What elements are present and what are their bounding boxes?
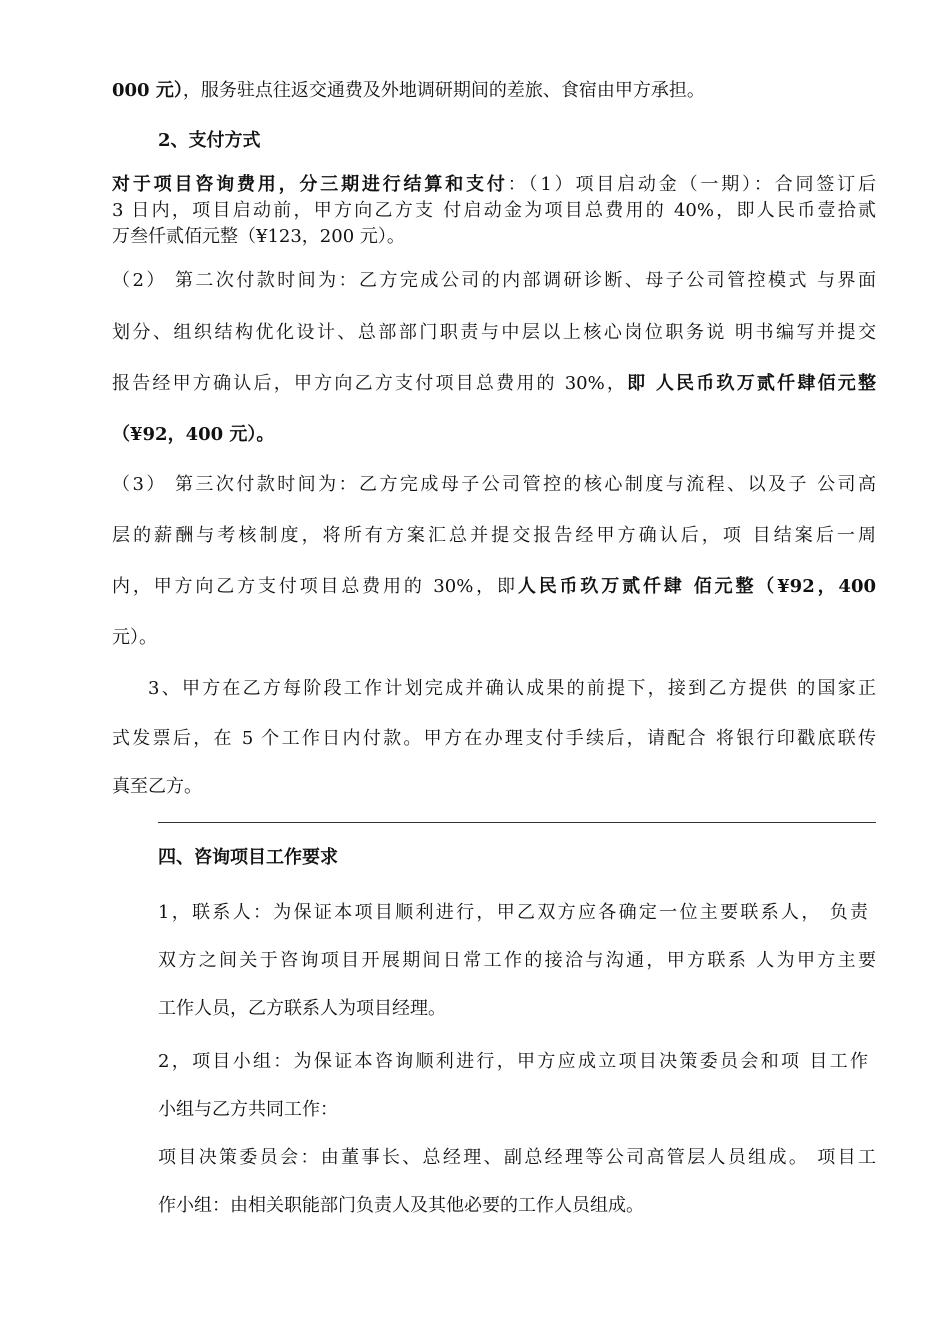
second-payment-line-2: 划分、组织结构优化设计、总部部门职责与中层以上核心岗位职务说 明书编写并提交 [112, 322, 876, 343]
payment-intro-line-2: 3 日内，项目启动前，甲方向乙方支 付启动金为项目总费用的 40%，即人民币壹拾贰 [112, 200, 876, 221]
project-team-line-1: 2，项目小组：为保证本咨询顺利进行，甲方应成立项目决策委员会和项 目工作 [158, 1051, 868, 1072]
second-payment-line-4: （¥92，400 元）。 [112, 424, 275, 445]
invoice-payment-line-3: 真至乙方。 [112, 776, 202, 797]
payment-intro-line-1 [112, 172, 876, 198]
second-payment-text: 报告经甲方确认后，甲方向乙方支付项目总费用的 30%， [112, 373, 628, 394]
second-payment-line-1: （2） 第二次付款时间为：乙方完成公司的内部调研诊断、母子公司管控模式 与界面 [112, 270, 876, 291]
third-payment-line-1: （3） 第三次付款时间为：乙方完成母子公司管控的核心制度与流程、以及子 公司高 [112, 474, 876, 495]
contact-person-line-3: 工作人员，乙方联系人为项目经理。 [158, 998, 446, 1019]
second-payment-line-3 [112, 371, 876, 397]
contact-person-line-1: 1，联系人：为保证本项目顺利进行，甲乙双方应各确定一位主要联系人， 负责 [158, 902, 868, 923]
project-team-line-2: 小组与乙方共同工作： [158, 1099, 338, 1120]
payment-intro-bold: 对于项目咨询费用，分三期进行结算和支付 [112, 174, 508, 195]
third-payment-amount-bold: 人民币玖万贰仟肆 佰元整（¥92，400 [517, 576, 876, 597]
third-payment-line-2: 层的薪酬与考核制度，将所有方案汇总并提交报告经甲方确认后，项 目结案后一周 [112, 525, 876, 546]
third-payment-line-3 [112, 574, 876, 600]
fee-travel-text: ，服务驻点往返交通费及外地调研期间的差旅、食宿由甲方承担。 [182, 80, 705, 101]
third-payment-text: 内，甲方向乙方支付项目总费用的 30%，即 [112, 576, 518, 597]
section-divider [158, 822, 876, 823]
fee-amount-bold: 000 元） [112, 80, 183, 101]
payment-intro-line-3: 万叁仟贰佰元整（¥123，200 元）。 [112, 226, 405, 247]
invoice-payment-line-2: 式发票后，在 5 个工作日内付款。甲方在办理支付手续后，请配合 将银行印戳底联传 [112, 728, 876, 749]
section4-heading: 四、咨询项目工作要求 [158, 847, 338, 868]
fee-continuation-line [112, 78, 876, 104]
second-payment-amount-bold: 即 人民币玖万贰仟肆佰元整 [627, 373, 877, 394]
payment-intro-rest: ：（1）项目启动金（一期）：合同签订后 [507, 174, 876, 195]
invoice-payment-line-1: 3、甲方在乙方每阶段工作计划完成并确认成果的前提下，接到乙方提供 的国家正 [148, 678, 876, 699]
payment-method-heading: 2、支付方式 [158, 130, 261, 151]
contact-person-line-2: 双方之间关于咨询项目开展期间日常工作的接洽与沟通，甲方联系 人为甲方主要 [158, 950, 876, 971]
project-team-line-4: 作小组：由相关职能部门负责人及其他必要的工作人员组成。 [158, 1195, 644, 1216]
project-team-line-3: 项目决策委员会：由董事长、总经理、副总经理等公司高管层人员组成。 项目工 [158, 1147, 876, 1168]
third-payment-line-4: 元）。 [112, 627, 157, 648]
